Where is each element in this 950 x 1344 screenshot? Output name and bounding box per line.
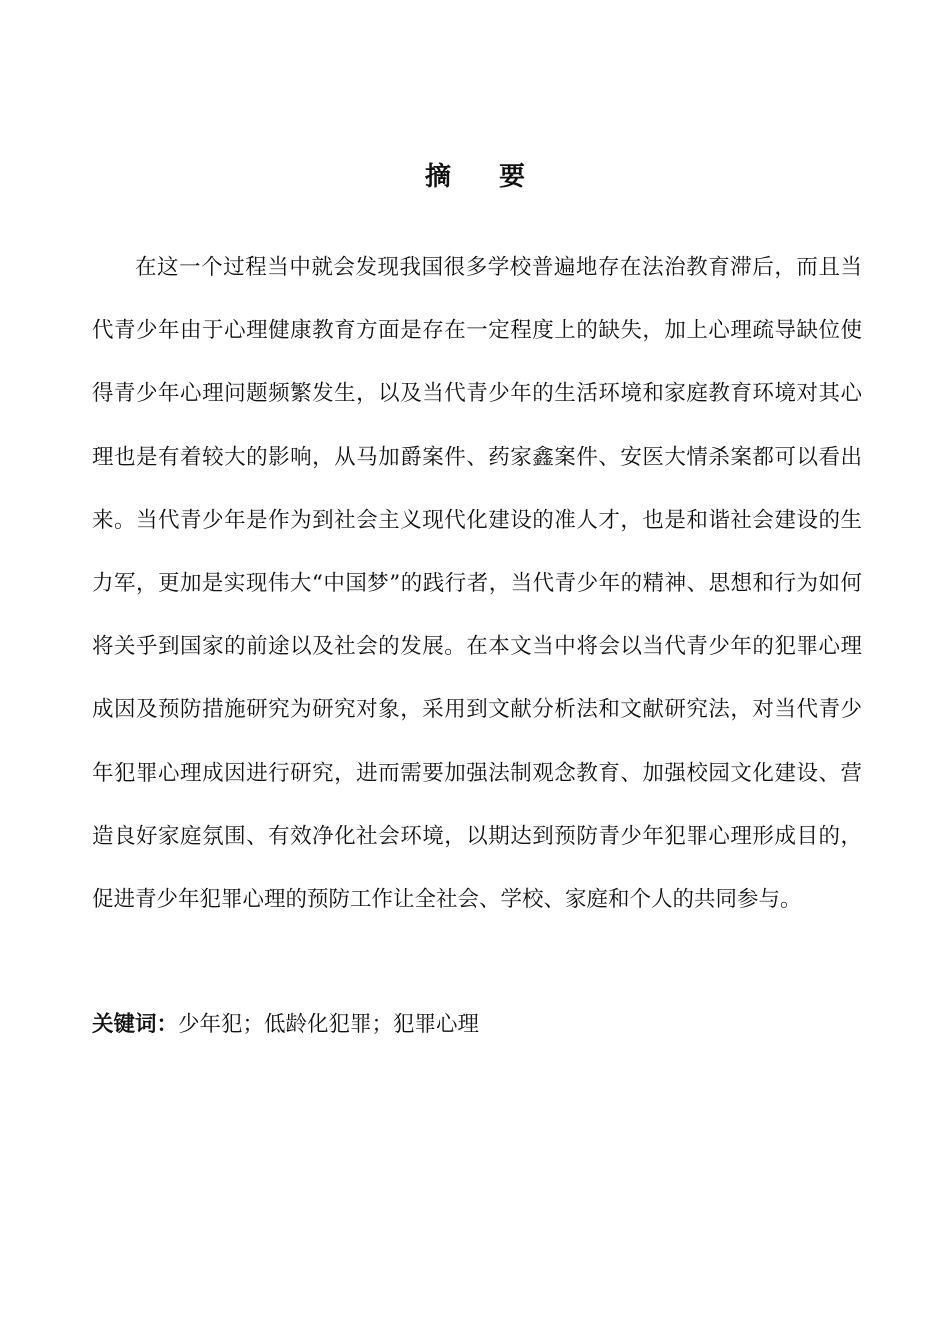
abstract-paragraph: 在这一个过程当中就会发现我国很多学校普遍地存在法治教育滞后，而且当代青少年由于心理健康教育方面是存在一定程度上的缺失，加上心理疏导缺位使得青少年心理问题频繁发生，以及当代青少年的生活环境和家庭教育环境对其心理也是有着较大的影响，从马加爵案件、药家鑫案件、安医大情杀案都可以看出来。当代青少年是作为到社会主义现代化建设的准人才，也是和谐社会建设的生力军，更加是实现伟大“中国梦”的践行者，当代青少年的精神、思想和行为如何将关乎到国家的前途以及社会的发展。在本文当中将会以当代青少年的犯罪心理成因及预防措施研究为研究对象，采用到文献分析法和文献研究法，对当代青少年犯罪心理成因进行研究，进而需要加强法制观念教育、加强校园文化建设、营造良好家庭氛围、有效净化社会环境，以期达到预防青少年犯罪心理形成目的，促进青少年犯罪心理的预防工作让全社会、学校、家庭和个人的共同参与。 — [92, 255, 862, 913]
page-title: 摘要 — [424, 162, 573, 192]
keywords-line — [92, 1008, 862, 1042]
keywords-text: 少年犯；低龄化犯罪；犯罪心理 — [178, 1012, 480, 1037]
keywords-label: 关键词： — [92, 1012, 179, 1037]
abstract-body — [92, 236, 862, 931]
